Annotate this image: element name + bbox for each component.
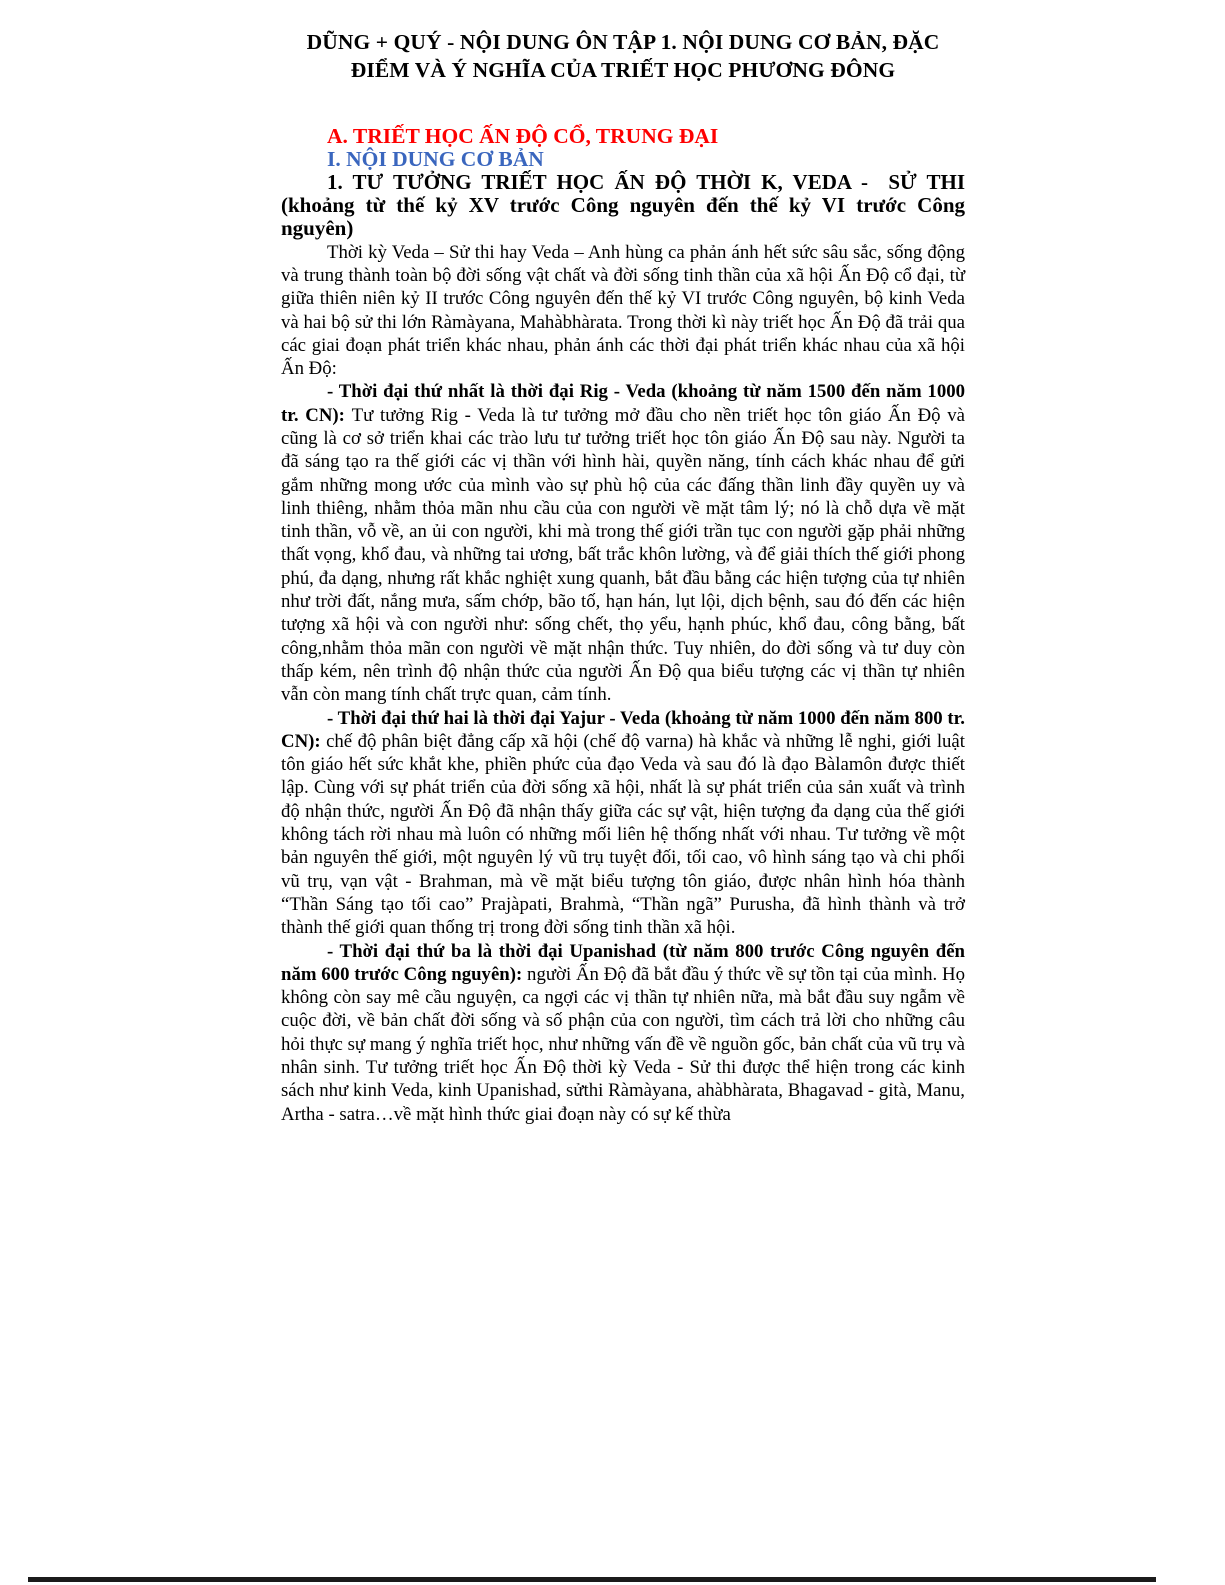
paragraph-lead: - Thời đại thứ hai là thời đại Yajur - Veda (khoảng từ năm 1000 đến năm 800 tr. CN):	[281, 707, 965, 752]
paragraph-upanishad	[281, 940, 965, 1126]
document-title-line1: DŨNG + QUÝ - NỘI DUNG ÔN TẬP 1. NỘI DUNG CƠ BẢN, ĐẶC	[306, 30, 940, 54]
section-heading-i: I. NỘI DUNG CƠ BẢN	[327, 147, 544, 171]
paragraph-yajur-veda	[281, 707, 965, 940]
document-title	[281, 28, 965, 84]
paragraph-text: Thời kỳ Veda – Sử thi hay Veda – Anh hùng ca phản ánh hết sức sâu sắc, sống động và trung thành toàn bộ đời sống vật chất và đời sống tinh thần của xã hội Ấn Độ cổ đại, từ giữa thiên niên kỷ II trước Công nguyên đến thế kỷ VI trước Công nguyên, bộ kinh Veda và hai bộ sử thi lớn Ràmàyana, Mahàbhàrata. Trong thời kì này triết học Ấn Độ đã trải qua các giai đoạn phát triển khác nhau, phản ánh các thời đại phát triển khác nhau của xã hội Ấn Độ:	[281, 241, 965, 380]
paragraph-veda-overview	[281, 241, 965, 381]
paragraph-rig-veda	[281, 380, 965, 706]
topic-heading-1: 1. TƯ TƯỞNG TRIẾT HỌC ẤN ĐỘ THỜI K, VEDA - SỬ THI (khoảng từ thế kỷ XV trước Công nguyên đến thế kỷ VI trước Công nguyên)	[281, 170, 965, 241]
content-column	[281, 28, 965, 1126]
paragraph-lead: - Thời đại thứ nhất là thời đại Rig - Veda (khoảng từ năm 1500 đến năm 1000 tr. CN):	[281, 381, 965, 426]
section-heading-a: A. TRIẾT HỌC ẤN ĐỘ CỔ, TRUNG ĐẠI	[327, 124, 719, 148]
paragraph-lead: - Thời đại thứ ba là thời đại Upanishad (từ năm 800 trước Công nguyên đến năm 600 trước Công nguyên):	[281, 940, 965, 985]
paragraph-text: Tư tưởng Rig - Veda là tư tưởng mở đầu cho nền triết học tôn giáo Ấn Độ và cũng là cơ sở triển khai các trào lưu tư tưởng triết học tôn giáo Ấn Độ sau này. Người ta đã sáng tạo ra thế giới các vị thần với hình hài, quyền năng, tính cách khác nhau để gửi gắm những mong ước của mình vào sự phù hộ của các đấng thần linh đầy quyền uy và linh thiêng, nhằm thỏa mãn nhu cầu của con người về mặt tâm lý; nó là chỗ dựa về mặt tinh thần, vỗ về, an ủi con người, khi mà trong thế giới trần tục con người gặp phải những thất vọng, khổ đau, và những tai ương, bất trắc khôn lường, và để giải thích thế giới phong phú, đa dạng, nhưng rất khắc nghiệt xung quanh, bắt đầu bằng các hiện tượng của tự nhiên như trời đất, nắng mưa, sấm chớp, bão tố, hạn hán, lụt lội, dịch bệnh, sau đó đến các hiện tượng xã hội và con người như: sống chết, thọ yểu, hạnh phúc, khổ đau, công bằng, bất công,nhằm thỏa mãn con người về mặt nhận thức. Tuy nhiên, do đời sống và tư duy còn thấp kém, nên trình độ nhận thức của người Ấn Độ qua biểu tượng các vị thần tự nhiên vẫn còn mang tính chất trực quan, cảm tính.	[281, 404, 966, 706]
paragraph-text: người Ấn Độ đã bắt đầu ý thức về sự tồn tại của mình. Họ không còn say mê cầu nguyện, ca ngợi các vị thần tự nhiên nữa, mà bắt đầu suy ngẫm về cuộc đời, về bản chất đời sống và số phận của con người, tìm cách trả lời cho những câu hỏi thực sự mang ý nghĩa triết học, như những vấn đề về nguồn gốc, bản chất của vũ trụ và nhân sinh. Tư tưởng triết học Ấn Độ thời kỳ Veda - Sử thi được thể hiện trong các kinh sách như kinh Veda, kinh Upanishad, sửthi Ràmàyana, ahàbhàrata, Bhagavad - gità, Manu, Artha - satra…về mặt hình thức giai đoạn này có sự kế thừa	[281, 963, 965, 1125]
next-page-edge	[28, 1577, 1156, 1582]
document-title-line2: ĐIỂM VÀ Ý NGHĨA CỦA TRIẾT HỌC PHƯƠNG ĐÔNG	[350, 58, 896, 82]
paragraph-text: chế độ phân biệt đẳng cấp xã hội (chế độ varna) hà khắc và những lễ nghi, giới luật tôn giáo hết sức khắt khe, phiền phức của đạo Veda và sau đó là đạo Bàlamôn được thiết lập. Cùng với sự phát triển của đời sống xã hội, nhất là sự phát triển của sản xuất và trình độ nhận thức, người Ấn Độ đã nhận thấy giữa các sự vật, hiện tượng đa dạng của thế giới không tách rời nhau mà luôn có những mối liên hệ thống nhất với nhau. Tư tưởng về một bản nguyên thế giới, một nguyên lý vũ trụ tuyệt đối, tối cao, vô hình sáng tạo và chi phối vũ trụ, vạn vật - Brahman, mà về mặt biểu tượng tôn giáo, được nhân hình hóa thành “Thần Sáng tạo tối cao” Prajàpati, Brahmà, “Thần ngã” Purusha, đã hình thành và trở thành thế giới quan thống trị trong đời sống tinh thần xã hội.	[281, 730, 965, 939]
